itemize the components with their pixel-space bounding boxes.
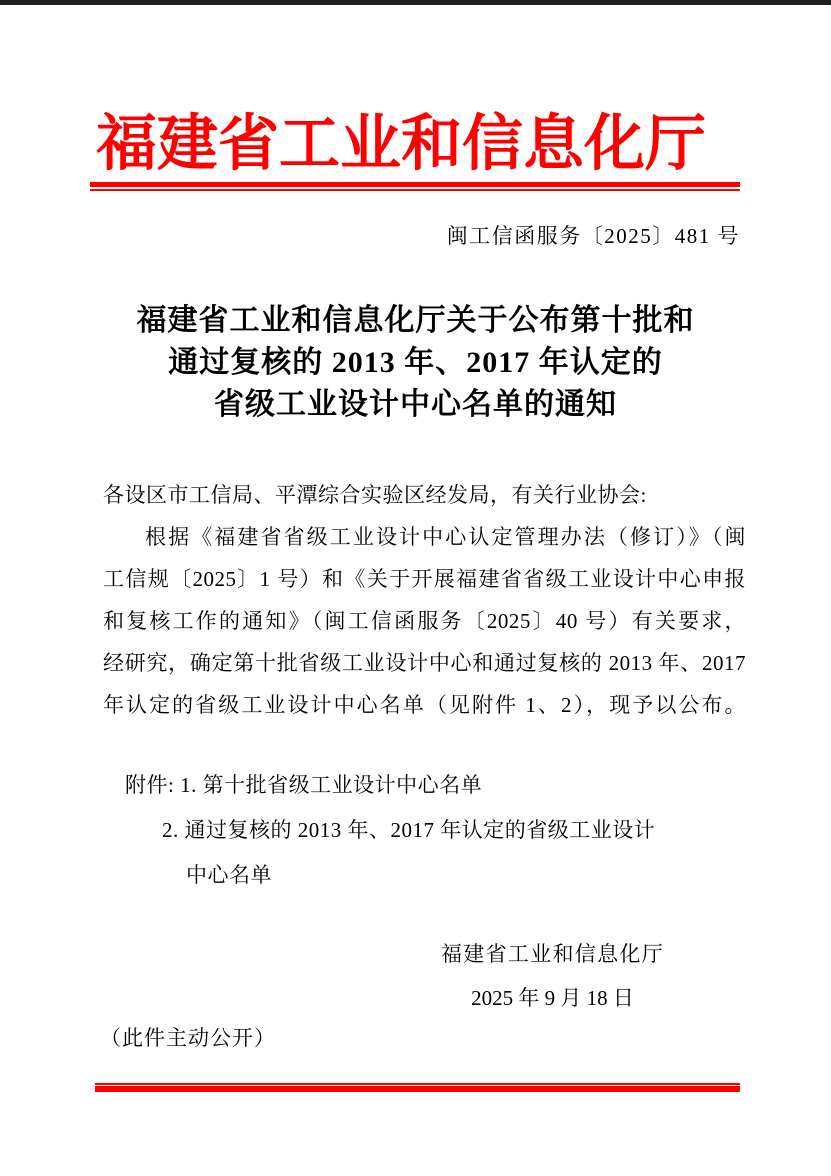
notice-title-line-2: 通过复核的 2013 年、2017 年认定的 <box>168 346 663 379</box>
document-number: 闽工信函服务〔2025〕481 号 <box>446 224 740 248</box>
body-line-4: 经研究，确定第十批省级工业设计中心和通过复核的 2013 年、2017 <box>103 651 746 675</box>
attachment-item-2-continued: 中心名单 <box>186 863 272 887</box>
attachment-item-2: 2. 通过复核的 2013 年、2017 年认定的省级工业设计 <box>162 818 656 842</box>
attachments-block <box>125 763 745 898</box>
agency-masthead: 福建省工业和信息化厅 <box>96 111 707 178</box>
notice-title-line-3: 省级工业设计中心名单的通知 <box>214 388 617 421</box>
rule-thin-line <box>95 1083 740 1085</box>
disclosure-note: （此件主动公开） <box>100 1026 276 1050</box>
notice-body <box>103 474 746 726</box>
notice-title-line-1: 福建省工业和信息化厅关于公布第十批和 <box>136 304 695 337</box>
signature-block <box>400 932 705 1020</box>
salutation: 各设区市工信局、平潭综合实验区经发局，有关行业协会: <box>103 483 647 507</box>
attachment-item-1 <box>125 763 745 808</box>
body-line-3: 和复核工作的通知》（闽工信函服务〔2025〕40 号）有关要求， <box>103 609 746 633</box>
attachments-label: 附件: <box>125 773 181 797</box>
attachment-item-1-text: 1. 第十批省级工业设计中心名单 <box>180 773 483 797</box>
issue-date: 2025 年 9 月 18 日 <box>471 986 634 1010</box>
scan-edge-bar <box>0 0 831 5</box>
body-line-2: 工信规〔2025〕1 号）和《关于开展福建省省级工业设计中心申报 <box>103 567 746 591</box>
body-line-5: 年认定的省级工业设计中心名单（见附件 1、2），现予以公布。 <box>103 693 746 717</box>
masthead-double-rule <box>90 182 740 191</box>
issuer-name: 福建省工业和信息化厅 <box>441 942 664 966</box>
rule-thick-line <box>95 1086 740 1092</box>
rule-thin-line <box>90 189 740 191</box>
body-line-1: 根据《福建省省级工业设计中心认定管理办法（修订）》（闽 <box>145 525 746 549</box>
rule-thick-line <box>90 182 740 187</box>
footer-double-rule <box>95 1083 740 1092</box>
notice-title <box>65 300 766 426</box>
